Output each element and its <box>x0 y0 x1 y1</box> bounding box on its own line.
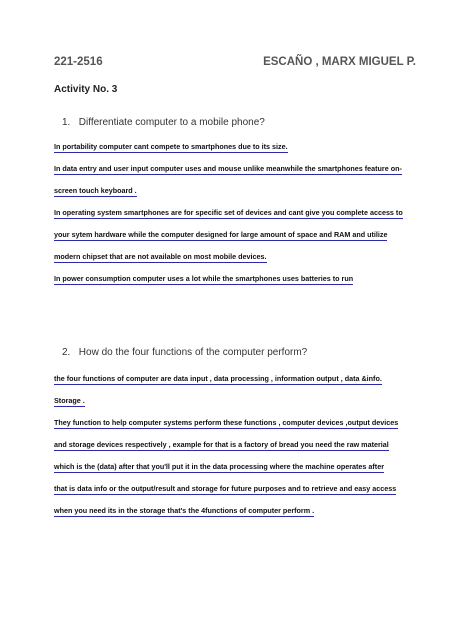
answer-line: In portability computer cant compete to smartphones due to its size. <box>54 142 288 151</box>
student-name: ESCAÑO , MARX MIGUEL P. <box>263 56 416 68</box>
question-2-number: 2. <box>62 347 71 358</box>
answer-line: modern chipset that are not available on most mobile devices. <box>54 252 267 261</box>
student-id: 221-2516 <box>54 56 103 68</box>
answer-line: In power consumption computer uses a lot while the smartphones uses batteries to run <box>54 274 354 283</box>
answer-line: Storage . <box>54 396 85 405</box>
activity-title: Activity No. 3 <box>54 84 118 95</box>
answer-1 <box>54 142 424 296</box>
answer-line: your sytem hardware while the computer designed for large amount of space and RAM and utilize <box>54 230 388 239</box>
question-1 <box>62 117 265 128</box>
answer-line: In data entry and user input computer uses and mouse unlike meanwhile the smartphones feature on- <box>54 164 402 173</box>
question-2-text: How do the four functions of the computer perform? <box>78 347 308 358</box>
answer-line: In operating system smartphones are for specific set of devices and cant give you complete access to <box>54 208 403 217</box>
answer-line: They function to help computer systems perform these functions , computer devices ,output devices <box>54 418 399 427</box>
answer-line: and storage devices respectively , example for that is a factory of bread you need the raw material <box>54 440 389 449</box>
question-1-text: Differentiate computer to a mobile phone? <box>78 117 265 128</box>
answer-line: that is data info or the output/result and storage for future purposes and to retrieve and easy access <box>54 484 397 493</box>
answer-line: when you need its in the storage that's the 4functions of computer perform . <box>54 506 315 515</box>
question-1-number: 1. <box>62 117 71 128</box>
answer-2 <box>54 374 424 528</box>
answer-line: the four functions of computer are data input , data processing , information output , data &info. <box>54 374 382 383</box>
answer-line: screen touch keyboard . <box>54 186 137 195</box>
answer-line: which is the (data) after that you'll put it in the data processing where the machine operates after <box>54 462 385 471</box>
question-2 <box>62 347 307 358</box>
